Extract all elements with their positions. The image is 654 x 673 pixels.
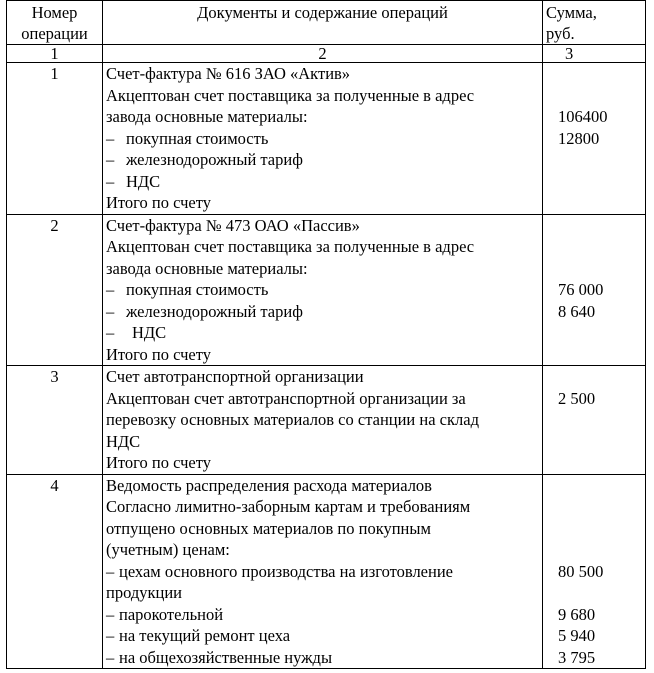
op-amounts: 76 000 8 640 [543,214,646,366]
table-row [7,366,646,475]
op-amounts: 80 500 9 680 5 940 3 795 [543,474,646,669]
header-op-number: Номер операции [7,1,103,45]
op-number: 1 [7,63,103,215]
header-sum: Сумма, руб. [543,1,646,45]
col-number-3: 3 [543,45,646,63]
operations-table [6,0,646,669]
table-row [7,214,646,366]
op-number: 4 [7,474,103,669]
table-row [7,63,646,215]
header-documents: Документы и содержание операций [103,1,543,45]
op-number: 2 [7,214,103,366]
op-amounts: 2 500 [543,366,646,475]
column-number-row [7,45,646,63]
op-description: Ведомость распределения расхода материалов Согласно лимитно-заборным картам и требованиям отпущено основных материалов по покупным (учетным) ценам: – цехам основного производства на изготовление продукции – парокотельной – на текущий ремонт цеха – на общехозяйственные нужды [103,474,543,669]
col-number-1: 1 [7,45,103,63]
op-number: 3 [7,366,103,475]
table-row [7,474,646,669]
op-description: Счет-фактура № 473 ОАО «Пассив» Акцептован счет поставщика за полученные в адрес завода основные материалы: – покупная стоимость – железнодорожный тариф – НДС Итого по счету [103,214,543,366]
op-description: Счет-фактура № 616 ЗАО «Актив» Акцептован счет поставщика за полученные в адрес завода основные материалы: – покупная стоимость – железнодорожный тариф – НДС Итого по счету [103,63,543,215]
table-header-row [7,1,646,45]
op-amounts: 106400 12800 [543,63,646,215]
op-description: Счет автотранспортной организации Акцептован счет автотранспортной организации за перевозку основных материалов со станции на склад НДС Итого по счету [103,366,543,475]
col-number-2: 2 [103,45,543,63]
